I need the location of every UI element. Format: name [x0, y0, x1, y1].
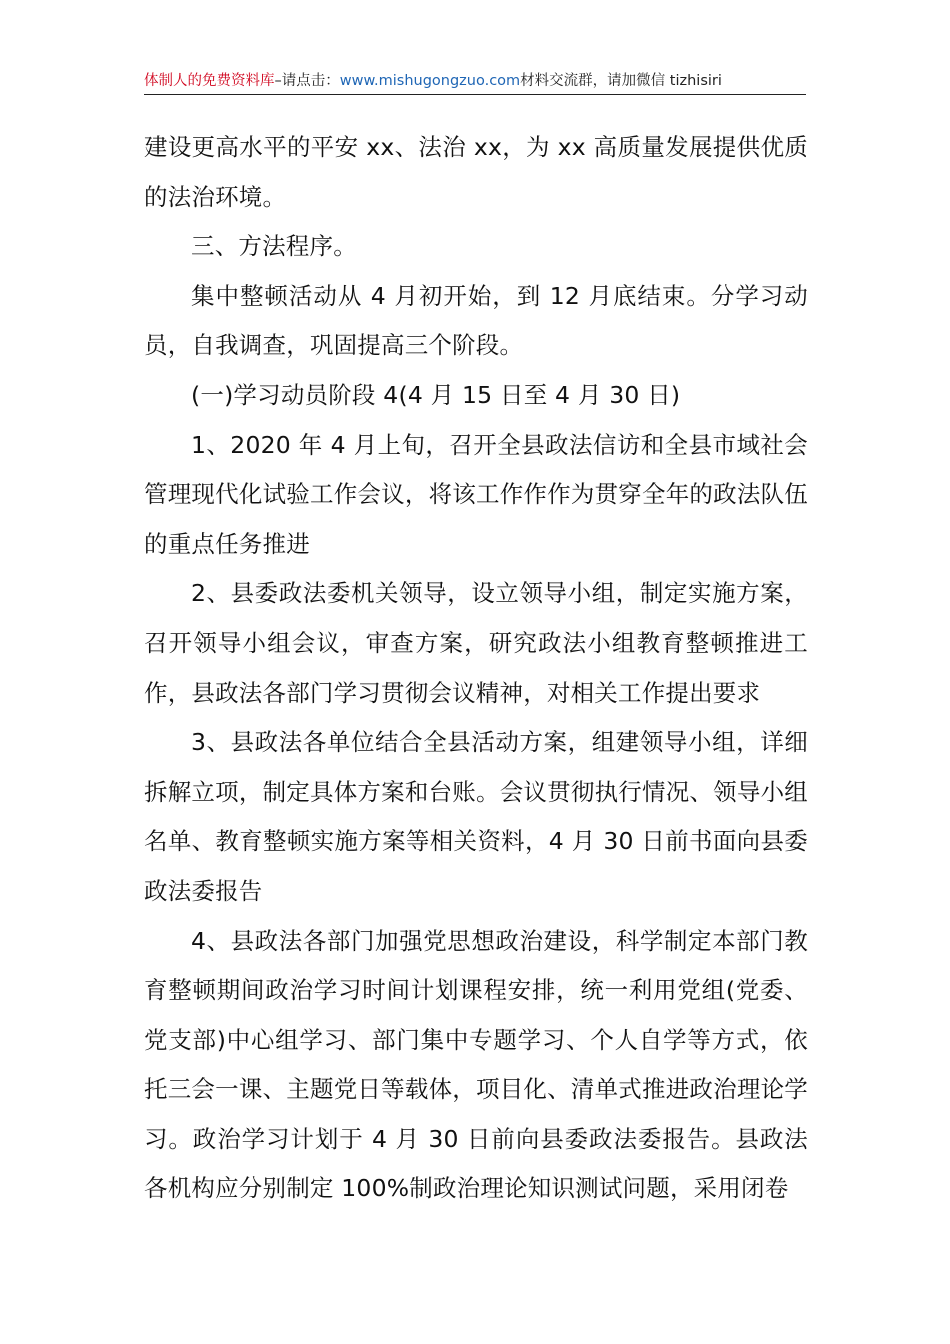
page-header	[144, 70, 806, 95]
section-heading: 三、方法程序。	[191, 232, 357, 261]
header-url-link[interactable]: www.mishugongzuo.com	[339, 73, 521, 89]
list-item-2: 2、县委政法委机关领导，设立领导小组，制定实施方案，召开领导小组会议，审查方案，研究政法小组教育整顿推进工作，县政法各部门学习贯彻会议精神，对相关工作提出要求	[144, 579, 808, 707]
list-item-4: 4、县政法各部门加强党思想政治建设，科学制定本部门教育整顿期间政治学习时间计划课程安排，统一利用党组(党委、党支部)中心组学习、部门集中专题学习、个人自学等方式，依托三会一课、主题党日等载体，项目化、清单式推进政治理论学习。政治学习计划于 4 月 30 日前向县委政法委报告。县政法各机构应分别制定 100%制政治理论知识测试问题，采用闭卷	[144, 926, 808, 1203]
paragraph-continuation: 建设更高水平的平安 xx、法治 xx，为 xx 高质量发展提供优质的法治环境。	[144, 133, 808, 211]
subsection-heading: (一)学习动员阶段 4(4 月 15 日至 4 月 30 日)	[191, 380, 681, 409]
header-prompt: –请点击：	[274, 73, 340, 89]
list-item-3: 3、县政法各单位结合全县活动方案，组建领导小组，详细拆解立项，制定具体方案和台账。会议贯彻执行情况、领导小组名单、教育整顿实施方案等相关资料，4 月 30 日前书面向县委政法委报告	[144, 728, 808, 905]
list-item-1: 1、2020 年 4 月上旬，召开全县政法信访和全县市域社会管理现代化试验工作会议，将该工作作作为贯穿全年的政法队伍的重点任务推进	[144, 430, 808, 558]
header-site-name: 体制人的免费资料库	[144, 73, 275, 89]
document-body	[144, 123, 808, 1214]
header-contact: 材料交流群，请加微信 tizhisiri	[520, 73, 722, 89]
paragraph-schedule: 集中整顿活动从 4 月初开始，到 12 月底结束。分学习动员，自我调查，巩固提高三个阶段。	[144, 281, 808, 360]
